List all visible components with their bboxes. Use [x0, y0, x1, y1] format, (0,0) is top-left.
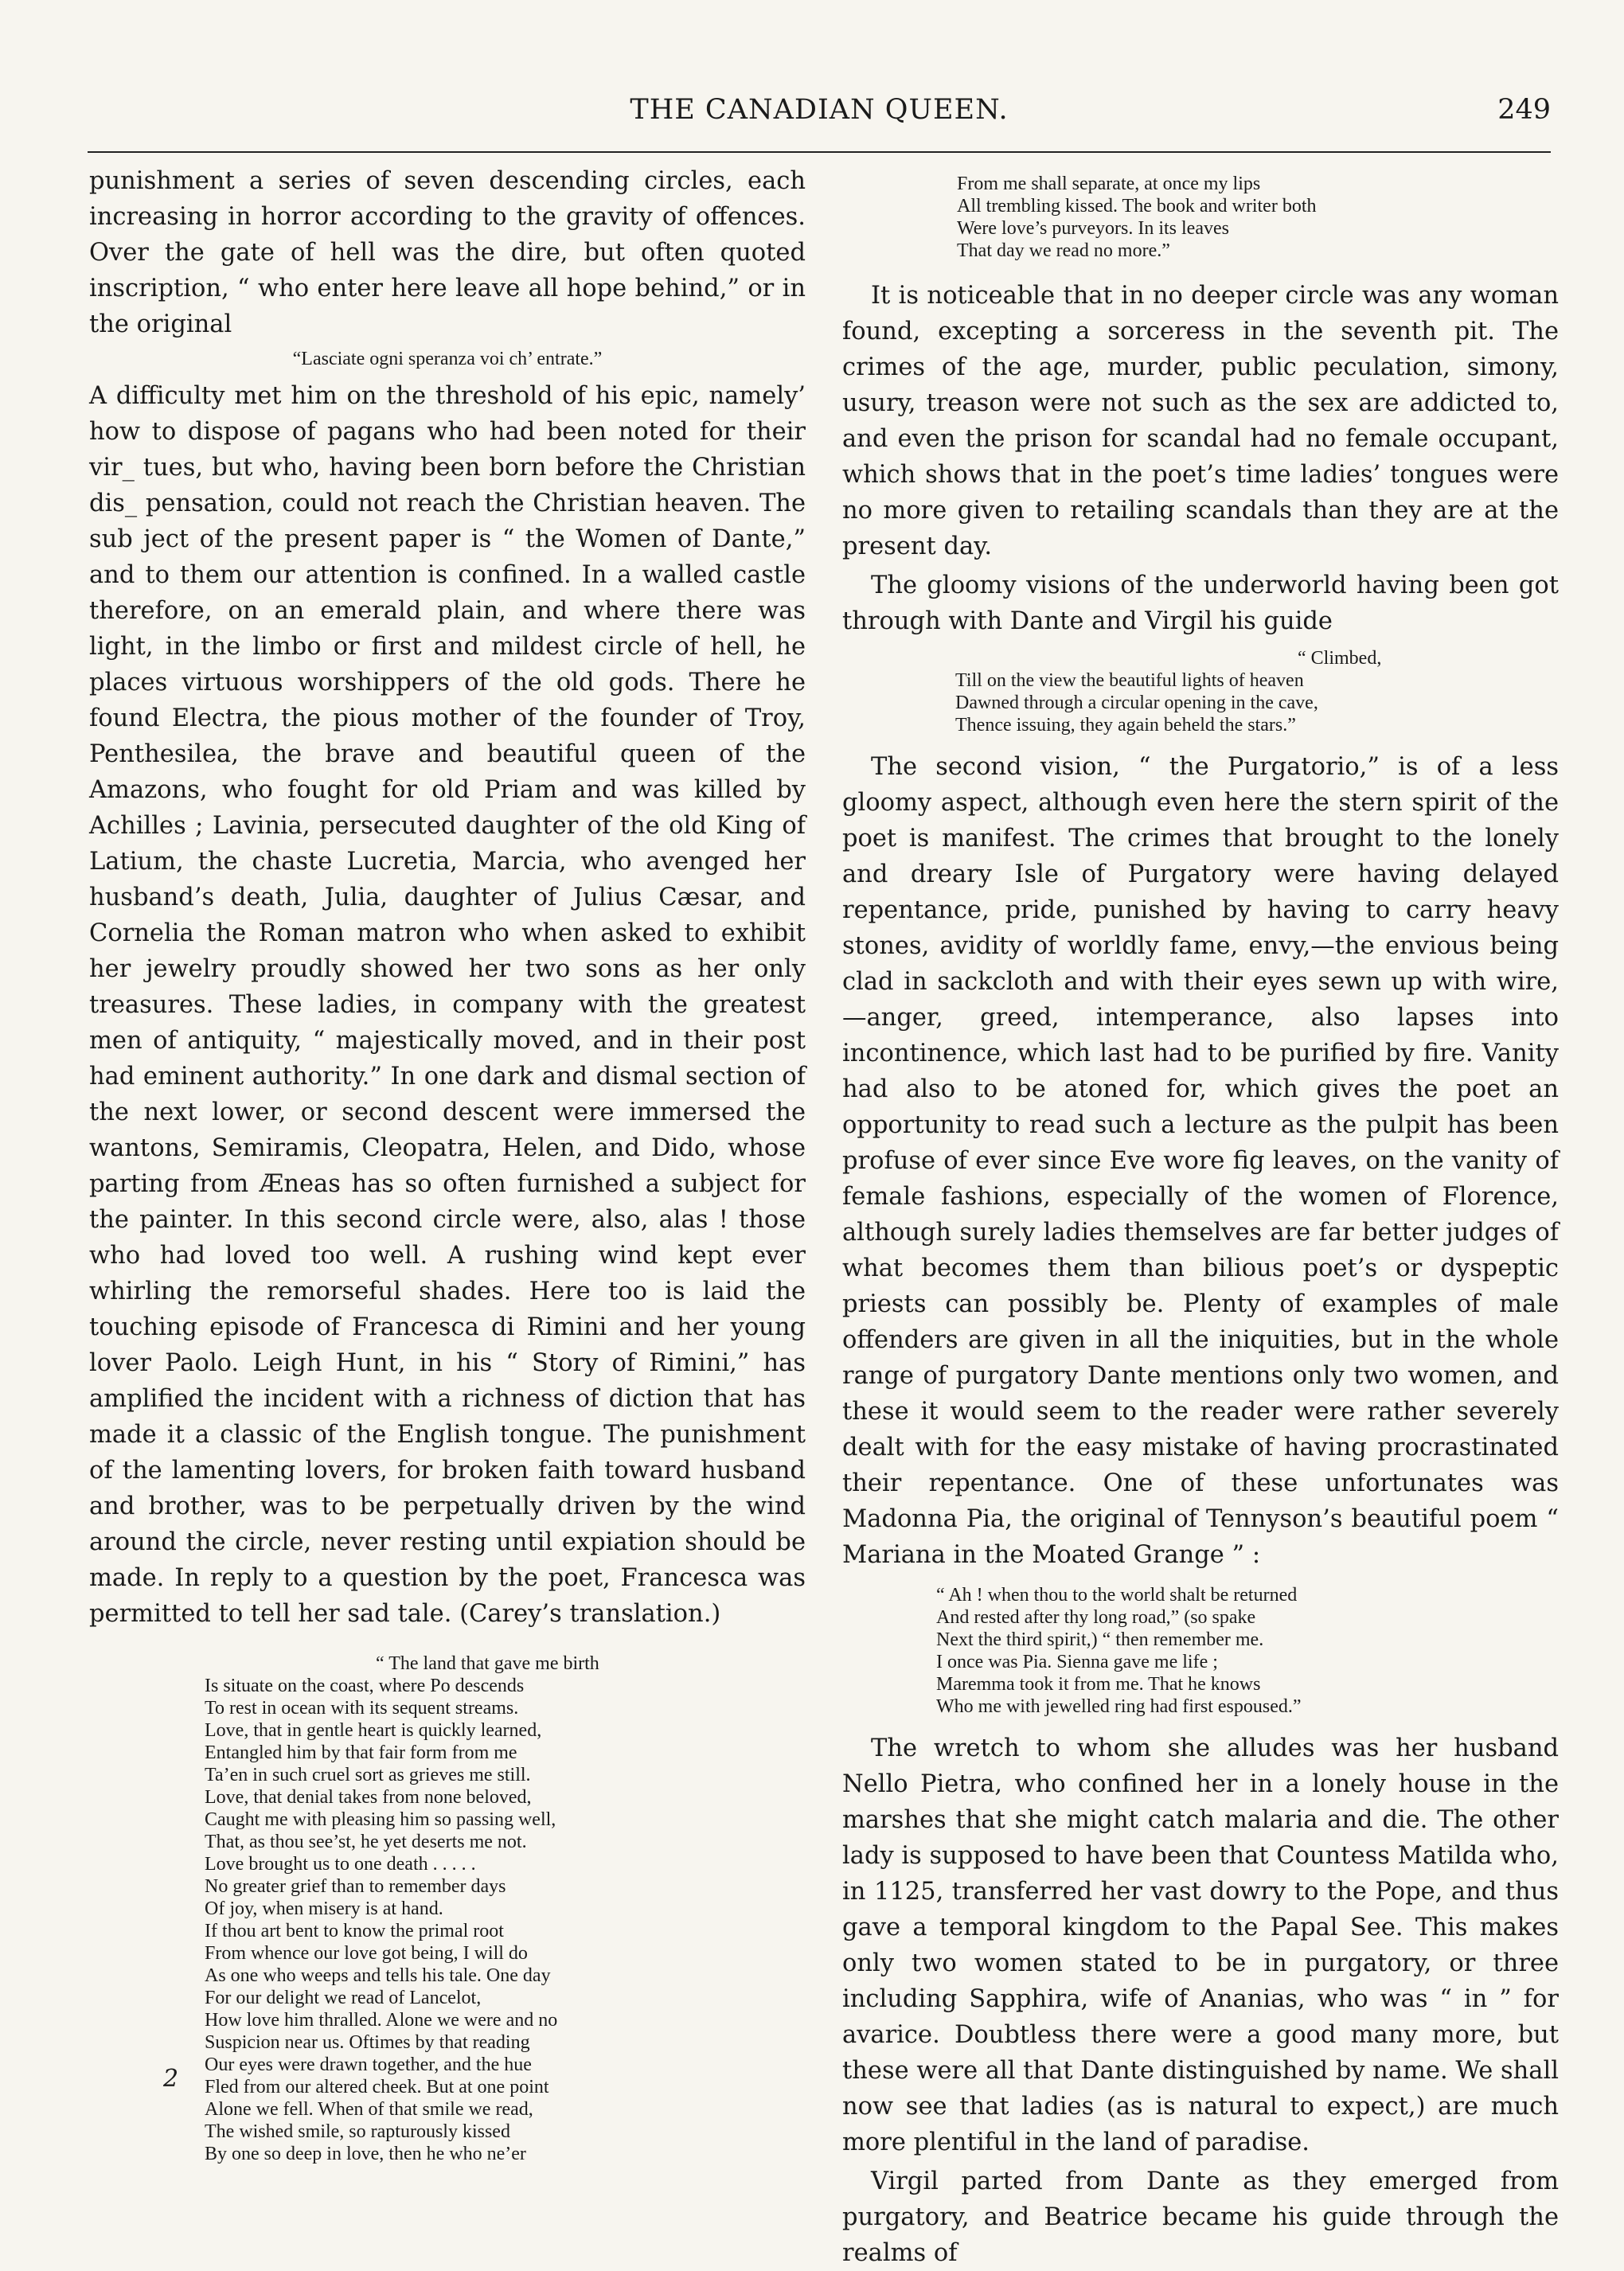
right-paragraph-2: The gloomy visions of the underworld having been got through with Dante and Virgil his guide: [842, 572, 1559, 635]
verse-line: Entangled him by that fair form from me: [205, 1742, 517, 1763]
left-paragraph-2: A difficulty met him on the threshold of his epic, namely’ how to dispose of pagans who had been noted for their vir_ tues, but who, having been born before the Christian dis_ pensation, could not reach the Christian heaven. The sub ject of the present paper is “ the Women of Dante,” and to them our attention is confined. In a walled castle therefore, on an emerald plain, and where there was light, in the limbo or first and mildest circle of hell, he places virtuous worshippers of the old gods. There he found Electra, the pious mother of the founder of Troy, Penthesilea, the brave and beautiful queen of the Amazons, who fought for old Priam and was killed by Achilles ; Lavinia, persecuted daughter of the old King of Latium, the chaste Lucretia, Marcia, who avenged her husband’s death, Julia, daughter of Julius Cæsar, and Cornelia the Roman matron who when asked to exhibit her jewelry proudly showed her two sons as her only treasures. These ladies, in company with the greatest men of antiquity, “ majestically moved, and in their post had eminent authority.” In one dark and dismal section of the next lower, or second descent were immersed the wantons, Semiramis, Cleopatra, Helen, and Dido, whose parting from Æneas has so often furnished a subject for the painter. In this second circle were, also, alas ! those who had loved too well. A rushing wind kept ever whirling the remorseful shades. Here too is laid the touching episode of Francesca di Rimini and her young lover Paolo. Leigh Hunt, in his “ Story of Rimini,” has amplified the incident with a richness of diction that has made it a classic of the English tongue. The punishment of the lamenting lovers, for broken faith toward husband and brother, was to be perpetually driven by the wind around the circle, never resting until expiation should be made. In reply to a question by the poet, Francesca was permitted to tell her sad tale. (Carey’s translation.): [89, 382, 806, 1628]
verse-line: Alone we fell. When of that smile we read,: [205, 2099, 533, 2120]
magazine-title: THE CANADIAN QUEEN.: [630, 94, 1009, 126]
verse-line: I once was Pia. Sienna gave me life ;: [936, 1652, 1218, 1672]
verse-continuation: [957, 173, 1559, 262]
right-paragraph-3: The second vision, “ the Purgatorio,” is of a less gloomy aspect, although even here the stern spirit of the poet is manifest. The crimes that brought to the lonely and dreary Isle of Purgatory were having delayed repentance, pride, punished by having to carry heavy stones, avidity of worldly fame, envy,—the envious being clad in sackcloth and with their eyes sewn up with wire,—anger, greed, intemperance, also lapses into incontinence, which last had to be purified by fire. Vanity had also to be atoned for, which gives the poet an opportunity to read such a lecture as the pulpit has been profuse of ever since Eve wore fig leaves, on the vanity of female fashions, especially of the women of Florence, although surely ladies themselves are far better judges of what becomes them than bilious poet’s or dyspeptic priests can possibly be. Plenty of examples of male offenders are given in all the iniquities, but in the whole range of purgatory Dante mentions only two women, and these it would seem to the reader were rather severely dealt with for the easy mistake of having procrastinated their repentance. One of these unfortunates was Madonna Pia, the original of Tennyson’s beautiful poem “ Mariana in the Moated Grange ” :: [842, 753, 1559, 1569]
verse-line: To rest in ocean with its sequent streams.: [205, 1698, 519, 1719]
verse-line: Dawned through a circular opening in the cave,: [955, 693, 1318, 713]
verse-line: Were love’s purveyors. In its leaves: [957, 218, 1229, 239]
right-paragraph-4: The wretch to whom she alludes was her husband Nello Pietra, who confined her in a lonely house in the marshes that she might catch malaria and die. The other lady is supposed to have been that Countess Matilda who, in 1125, transferred her vast dowry to the Pope, and thus gave a temporal kingdom to the Papal See. This makes only two women stated to be in purgatory, or three including Sapphira, wife of Ananias, who was “ in ” for avarice. Doubtless there were a good many more, but these were all that Dante distinguished by name. We shall now see that ladies (as is natural to expect,) are much more plentiful in the land of paradise.: [842, 1734, 1559, 2156]
verse-line: Suspicion near us. Oftimes by that reading: [205, 2032, 530, 2053]
running-header: [88, 94, 1551, 142]
italian-inscription: “Lasciate ogni speranza voi ch’ entrate.”: [292, 349, 603, 369]
right-column: [842, 163, 1559, 2271]
right-paragraph-1: It is noticeable that in no deeper circle was any woman found, excepting a sorceress in the seventh pit. The crimes of the age, murder, public peculation, simony, usury, treason were not such as the sex are addicted to, and even the prison for scandal had no female occupant, which shows that in the poet’s time ladies’ tongues were no more given to retailing scandals than they are at the present day.: [842, 282, 1559, 560]
verse-line: All trembling kissed. The book and writer both: [957, 196, 1317, 217]
francesca-verse: [205, 1653, 806, 2165]
verse-line: Love brought us to one death . . . . .: [205, 1854, 476, 1875]
verse-line: By one so deep in love, then he who ne’er: [205, 2144, 526, 2164]
verse-line: Our eyes were drawn together, and the hue: [205, 2054, 532, 2075]
verse-line: Love, that denial takes from none beloved,: [205, 1787, 532, 1808]
verse-line: The wished smile, so rapturously kissed: [205, 2121, 510, 2142]
verse-line: That day we read no more.”: [957, 240, 1170, 261]
verse-line: If thou art bent to know the primal root: [205, 1921, 504, 1941]
verse-line: As one who weeps and tells his tale. One day: [205, 1965, 551, 1986]
pia-verse: [936, 1584, 1559, 1718]
verse-line: Fled from our altered cheek. But at one point: [205, 2077, 549, 2097]
verse-line: “ The land that gave me birth: [376, 1653, 599, 1674]
verse-line: No greater grief than to remember days: [205, 1876, 506, 1897]
verse-line: For our delight we read of Lancelot,: [205, 1988, 482, 2008]
signature-folio: 2: [163, 2065, 179, 2093]
verse-line: Is situate on the coast, where Po descends: [205, 1676, 525, 1696]
verse-line: Caught me with pleasing him so passing well,: [205, 1809, 556, 1830]
left-paragraph-1: punishment a series of seven descending circles, each increasing in horror according to the gravity of offences. Over the gate of hell was the dire, but often quoted inscription, “ who enter here leave all hope behind,” or in the original: [89, 167, 806, 338]
verse-line: “ Climbed,: [1298, 648, 1382, 669]
left-column: [89, 163, 806, 2165]
verse-line: Next the third spirit,) “ then remember me.: [936, 1629, 1264, 1650]
verse-line: From me shall separate, at once my lips: [957, 174, 1261, 194]
climbed-verse: [955, 647, 1559, 736]
verse-line: Maremma took it from me. That he knows: [936, 1674, 1261, 1695]
verse-line: Love, that in gentle heart is quickly learned,: [205, 1720, 542, 1741]
verse-line: Of joy, when misery is at hand.: [205, 1898, 443, 1919]
verse-line: From whence our love got being, I will do: [205, 1943, 528, 1964]
verse-line: Till on the view the beautiful lights of heaven: [955, 670, 1304, 691]
verse-line: “ Ah ! when thou to the world shalt be returned: [936, 1585, 1298, 1606]
page-number: 249: [1497, 94, 1551, 126]
verse-line: And rested after thy long road,” (so spake: [936, 1607, 1256, 1628]
verse-line: That, as thou see’st, he yet deserts me not.: [205, 1832, 527, 1852]
verse-line: Thence issuing, they again beheld the stars.”: [955, 715, 1296, 736]
right-paragraph-5: Virgil parted from Dante as they emerged from purgatory, and Beatrice became his guide through the realms of: [842, 2168, 1559, 2267]
verse-line: Ta’en in such cruel sort as grieves me still.: [205, 1765, 531, 1785]
verse-line: How love him thralled. Alone we were and no: [205, 2010, 558, 2031]
header-rule: [88, 151, 1551, 153]
verse-line: Who me with jewelled ring had first espoused.”: [936, 1696, 1302, 1717]
